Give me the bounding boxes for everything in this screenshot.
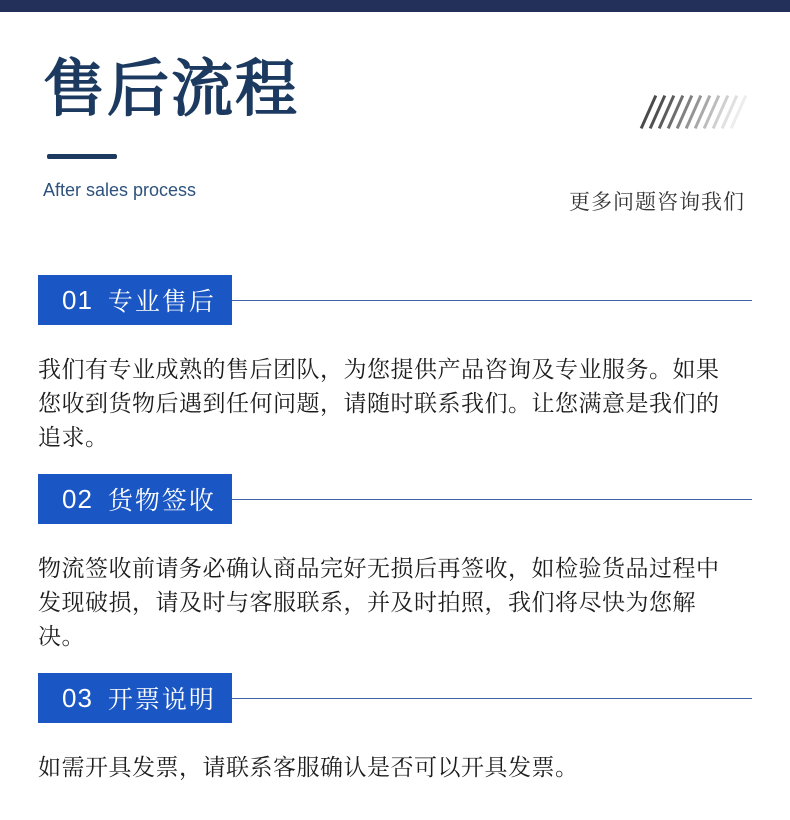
section-header [38,474,752,524]
section-number: 02 [62,483,93,514]
section-badge [38,275,232,325]
section-body-text: 如需开具发票，请联系客服确认是否可以开具发票。 [38,754,579,781]
top-divider-bar [0,0,790,12]
section-title: 专业售后 [107,288,216,317]
section-divider-line [232,499,752,500]
contact-note: 更多问题咨询我们 [569,191,745,214]
section-title: 开票说明 [107,686,216,715]
page-title: 售后流程 [43,55,300,124]
section-number: 01 [62,284,93,315]
title-underline [47,154,117,159]
section-goods-receipt [38,474,752,653]
page-header [0,12,790,214]
diagonal-stripes-icon [641,94,740,130]
section-divider-line [232,300,752,301]
section-number: 03 [62,682,93,713]
section-title: 货物签收 [107,487,216,516]
page-subtitle: After sales process [43,180,197,201]
section-divider-line [232,698,752,699]
section-body-text: 物流签收前请务必确认商品完好无损后再签收，如检验货品过程中发现破损，请及时与客服联系，并及时拍照，我们将尽快为您解决。 [38,555,720,650]
section-header [38,673,752,723]
section-professional-aftersales [38,275,752,454]
sections-container [0,275,790,784]
section-badge [38,474,232,524]
section-body-text: 我们有专业成熟的售后团队，为您提供产品咨询及专业服务。如果您收到货物后遇到任何问题，请随时联系我们。让您满意是我们的追求。 [38,356,720,451]
section-badge [38,673,232,723]
section-header [38,275,752,325]
section-invoicing-info [38,673,752,784]
